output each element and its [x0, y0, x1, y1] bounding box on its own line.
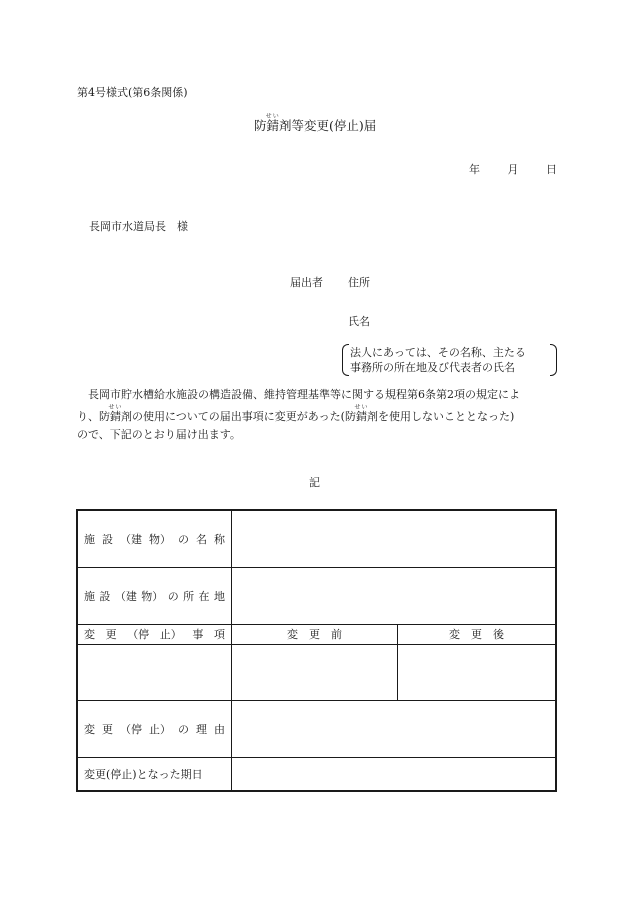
date-day: 日: [546, 163, 557, 176]
facility-location-field[interactable]: [232, 567, 557, 624]
row1-label-char: 称: [214, 532, 225, 546]
row5-label-char: 由: [214, 722, 225, 736]
change-reason-field[interactable]: [232, 700, 557, 757]
title-suffix: 剤等変更(停止)届: [279, 118, 377, 133]
title-prefix: 防: [254, 118, 267, 133]
row3-label-char: 更: [105, 628, 117, 641]
row3-label-char: 項: [213, 628, 225, 641]
before-change-header: 変 更 前: [232, 624, 398, 644]
change-item-field[interactable]: [77, 644, 232, 700]
corporate-note: [342, 344, 557, 376]
row5-label-char: 止）: [149, 722, 171, 736]
body-line-1: 長岡市貯水槽給水施設の構造設備、維持管理基準等に関する規程第6条第2項の規定によ: [77, 388, 520, 401]
bracket-right: [550, 344, 557, 376]
row2-label-char: 物）: [141, 589, 164, 603]
table-row: [77, 624, 556, 644]
row1-label-char: 設: [102, 532, 113, 546]
row2-label-char: 在: [198, 589, 210, 603]
row5-label-char: 理: [196, 722, 207, 736]
facility-location-label: [77, 567, 232, 624]
table-row: [77, 567, 556, 624]
row1-label-char: 物）: [149, 532, 171, 546]
row2-label-char: 施: [84, 589, 95, 603]
row1-label-char: の: [178, 532, 189, 546]
row5-label-char: 変: [84, 722, 95, 736]
row5-label-char: の: [178, 722, 189, 736]
row5-label-char: 更: [102, 722, 113, 736]
table-row: [77, 510, 556, 567]
ki-heading: 記: [309, 476, 320, 489]
change-item-label: [77, 624, 232, 644]
date-line: [469, 161, 557, 177]
change-reason-label: [77, 700, 232, 757]
corporate-note-text: 法人にあっては、その名称、主たる 事務所の所在地及び代表者の氏名: [350, 346, 526, 374]
row5-label-char: （停: [120, 722, 142, 736]
title-ruby: 錆せい: [265, 113, 280, 133]
after-change-header: 変 更 後: [398, 624, 557, 644]
after-change-field[interactable]: [398, 644, 557, 700]
name-label: 氏名: [348, 315, 370, 328]
table-row: [77, 644, 556, 700]
table-row: [77, 757, 556, 791]
row1-label-char: 施: [84, 532, 95, 546]
facility-name-field[interactable]: [232, 510, 557, 567]
body-line-3: ので、下記のとおり届け出ます。: [77, 428, 241, 441]
address-label: 住所: [348, 276, 370, 289]
bracket-left: [342, 344, 349, 376]
row3-label-char: 事: [192, 628, 204, 641]
form-number: 第4号様式(第6条関係): [77, 86, 188, 99]
row2-label-char: 所: [183, 589, 195, 603]
before-change-field[interactable]: [232, 644, 398, 700]
recipient: 長岡市水道局長 様: [89, 220, 188, 233]
row3-label-char: （停: [127, 628, 150, 641]
document-title: [254, 113, 376, 134]
date-year: 年: [469, 163, 480, 176]
facility-name-label: [77, 510, 232, 567]
row3-label-char: 変: [84, 628, 95, 641]
row2-label-char: 地: [213, 589, 225, 603]
date-month: 月: [507, 163, 519, 176]
body-line-2: り、防錆せい剤の使用についての届出事項に変更があった(防錆せい剤を使用しないこととなった): [77, 404, 515, 423]
change-date-field[interactable]: [232, 757, 557, 791]
form-table: [76, 509, 557, 792]
row3-label-char: 止）: [159, 628, 182, 641]
table-row: [77, 700, 556, 757]
row1-label-char: 名: [196, 532, 207, 546]
row2-label-char: 設: [99, 589, 111, 603]
row1-label-char: （建: [120, 532, 142, 546]
row2-label-char: の: [167, 589, 179, 603]
change-date-label: 変更(停止)となった期日: [77, 757, 232, 791]
body-paragraph: [77, 386, 557, 444]
applicant-label: 届出者: [290, 276, 323, 289]
row2-label-char: （建: [114, 589, 137, 603]
